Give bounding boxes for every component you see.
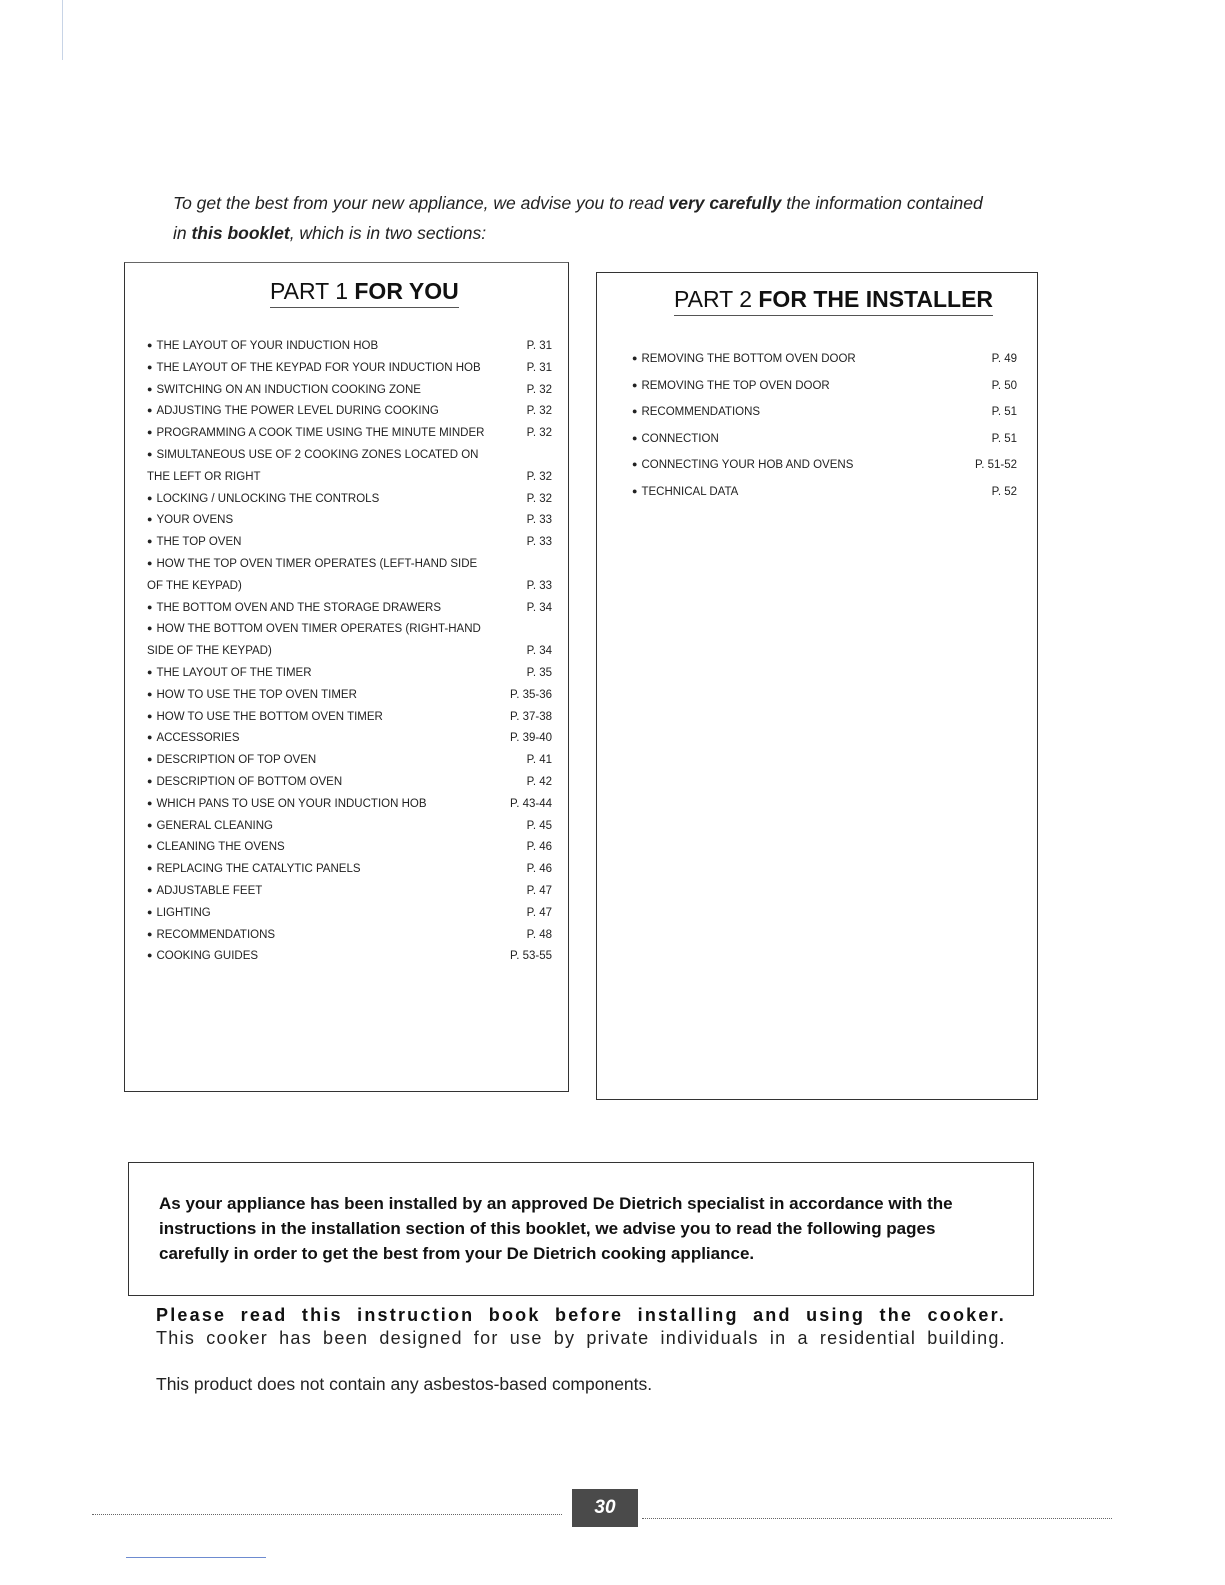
installation-notice: As your appliance has been installed by an approved De Dietrich specialist in accordance with the instructions in the installation section of this booklet, we advise you to read the following pages carefully in order to get the best from your De Dietrich cooking appliance.	[128, 1162, 1034, 1296]
toc-item	[147, 619, 552, 663]
toc-item-label: ● ADJUSTING THE POWER LEVEL DURING COOKING	[147, 401, 497, 423]
page-number: 30	[572, 1489, 638, 1527]
toc-item-page: P. 33	[526, 536, 552, 549]
toc-item	[147, 489, 552, 511]
toc-item-label: ● SWITCHING ON AN INDUCTION COOKING ZONE	[147, 380, 479, 402]
toc-item	[632, 346, 1017, 373]
toc-item	[632, 452, 1017, 479]
asbestos-text: This product does not contain any asbestos-based components.	[156, 1374, 653, 1394]
toc-item-page: P. 52	[991, 485, 1017, 498]
toc-item	[632, 479, 1017, 506]
toc-item-label: ● REMOVING THE BOTTOM OVEN DOOR	[632, 346, 914, 373]
toc-item-page: P. 46	[526, 841, 552, 854]
toc-item	[147, 554, 552, 598]
part1-title-bold: FOR YOU	[354, 278, 459, 304]
toc-item	[147, 358, 552, 380]
toc-item	[147, 423, 552, 445]
toc-item-label: ● LOCKING / UNLOCKING THE CONTROLS	[147, 489, 437, 511]
toc-item-label: ● HOW THE BOTTOM OVEN TIMER OPERATES (RIGHT-HAND SIDE OF THE KEYPAD)	[147, 619, 552, 663]
toc-item	[147, 728, 552, 750]
toc-item	[147, 532, 552, 554]
toc-item	[147, 816, 552, 838]
toc-item-page: P. 47	[526, 906, 552, 919]
toc-item-page: P. 51	[991, 406, 1017, 418]
part1-box	[124, 262, 569, 1092]
toc-item-page: P. 32	[526, 492, 552, 505]
toc-item-label: ● CONNECTING YOUR HOB AND OVENS	[632, 452, 911, 479]
toc-item	[147, 445, 552, 489]
toc-item	[147, 510, 552, 532]
toc-item-page: P. 37-38	[510, 710, 552, 723]
toc-item-page: P. 51	[991, 432, 1017, 445]
toc-item-label: ● LIGHTING	[147, 903, 269, 925]
toc-item-page: P. 31	[526, 340, 552, 352]
toc-item-label: ● TECHNICAL DATA	[632, 479, 796, 506]
toc-item-label: ● SIMULTANEOUS USE OF 2 COOKING ZONES LOCATED ON THE LEFT OR RIGHT	[147, 445, 552, 489]
toc-item-label: ● PROGRAMMING A COOK TIME USING THE MINUTE MINDER	[147, 423, 542, 445]
toc-item	[147, 925, 552, 947]
toc-item-label: ● HOW THE TOP OVEN TIMER OPERATES (LEFT-HAND SIDE OF THE KEYPAD)	[147, 554, 552, 598]
toc-item-label: ● THE TOP OVEN	[147, 532, 299, 554]
toc-item	[147, 401, 552, 423]
part1-title	[270, 278, 459, 308]
toc-item-page: P. 43-44	[510, 797, 552, 810]
toc-item	[147, 881, 552, 903]
toc-item	[147, 946, 552, 968]
toc-item	[147, 859, 552, 881]
toc-item	[147, 707, 552, 729]
toc-item-page: P. 48	[526, 928, 552, 941]
toc-item	[632, 399, 1017, 426]
toc-item-page: P. 45	[526, 819, 552, 832]
toc-item-page: P. 32	[526, 470, 552, 483]
toc-item-page: P. 41	[526, 754, 552, 767]
part1-toc-list	[147, 336, 552, 968]
toc-item-label: ● DESCRIPTION OF TOP OVEN	[147, 750, 374, 772]
scan-margin-line	[62, 0, 63, 60]
toc-item	[147, 772, 552, 794]
part2-title-prefix: PART 2	[674, 286, 759, 312]
toc-item-page: P. 50	[991, 379, 1017, 392]
intro-emphasis-1: very carefully	[668, 192, 782, 213]
read-instructions-text: Please read this instruction book before installing and using the cooker.	[156, 1305, 1006, 1325]
toc-item	[147, 750, 552, 772]
toc-item-label: ● ACCESSORIES	[147, 728, 298, 750]
toc-item-page: P. 34	[526, 601, 552, 614]
toc-item-label: ● REMOVING THE TOP OVEN DOOR	[632, 373, 888, 400]
toc-item-page: P. 33	[526, 514, 552, 527]
toc-item	[147, 794, 552, 816]
part1-title-prefix: PART 1	[270, 278, 355, 304]
toc-item	[147, 685, 552, 707]
intro-emphasis-2: this booklet	[191, 222, 290, 243]
part2-toc-list	[632, 346, 1017, 505]
toc-item-label: ● WHICH PANS TO USE ON YOUR INDUCTION HOB	[147, 794, 485, 816]
toc-item-page: P. 31	[526, 361, 552, 374]
toc-item-label: ● THE LAYOUT OF YOUR INDUCTION HOB	[147, 336, 436, 358]
toc-item-page: P. 35-36	[510, 688, 552, 701]
toc-item-label: ● YOUR OVENS	[147, 510, 291, 532]
part2-box	[596, 272, 1038, 1100]
intro-paragraph	[173, 188, 993, 248]
toc-item-page: P. 35	[526, 666, 552, 679]
toc-item-page: P. 49	[991, 353, 1017, 365]
intro-text-1: To get the best from your new appliance, we advise you to read	[173, 192, 669, 213]
toc-item-page: P. 33	[526, 579, 552, 592]
scan-margin-line	[126, 1557, 266, 1558]
toc-item	[632, 373, 1017, 400]
toc-item-page: P. 53-55	[510, 950, 552, 963]
footer-dotted-rule-right	[642, 1518, 1112, 1519]
toc-item-label: ● CONNECTION	[632, 426, 777, 453]
toc-item-page: P. 51-52	[975, 459, 1017, 471]
toc-item-page: P. 46	[526, 863, 552, 876]
toc-item-label: ● HOW TO USE THE BOTTOM OVEN TIMER	[147, 707, 441, 729]
toc-item-label: ● THE LAYOUT OF THE TIMER	[147, 663, 370, 685]
toc-item-label: ● RECOMMENDATIONS	[632, 399, 818, 426]
toc-item-label: ● THE BOTTOM OVEN AND THE STORAGE DRAWERS	[147, 598, 499, 620]
toc-item-page: P. 34	[526, 645, 552, 658]
toc-item-page: P. 42	[526, 775, 552, 788]
toc-item-label: ● DESCRIPTION OF BOTTOM OVEN	[147, 772, 400, 794]
toc-item-label: ● CLEANING THE OVENS	[147, 837, 343, 859]
toc-item-label: ● RECOMMENDATIONS	[147, 925, 333, 947]
intro-text-2: the information contained in	[173, 192, 983, 243]
toc-item-label: ● HOW TO USE THE TOP OVEN TIMER	[147, 685, 415, 707]
toc-item-page: P. 39-40	[510, 732, 552, 745]
toc-item-page: P. 32	[526, 383, 552, 396]
part2-title-bold: FOR THE INSTALLER	[758, 286, 994, 312]
toc-item-page: P. 47	[526, 884, 552, 897]
footer-dotted-rule-left	[92, 1514, 562, 1515]
toc-item-label: ● COOKING GUIDES	[147, 946, 316, 968]
toc-item-label: ● REPLACING THE CATALYTIC PANELS	[147, 859, 419, 881]
toc-item-page: P. 32	[526, 427, 552, 440]
toc-item-label: ● GENERAL CLEANING	[147, 816, 331, 838]
toc-item-page: P. 32	[526, 405, 552, 418]
toc-item-label: ● THE LAYOUT OF THE KEYPAD FOR YOUR INDUCTION HOB	[147, 358, 539, 380]
toc-item-label: ● ADJUSTABLE FEET	[147, 881, 320, 903]
intro-text-3: , which is in two sections:	[289, 222, 487, 243]
toc-item	[147, 336, 552, 358]
toc-item	[632, 426, 1017, 453]
toc-item	[147, 903, 552, 925]
toc-item	[147, 663, 552, 685]
toc-item	[147, 598, 552, 620]
part2-title	[674, 286, 993, 316]
toc-item	[147, 380, 552, 402]
toc-item	[147, 837, 552, 859]
residential-use-text: This cooker has been designed for use by private individuals in a residential building.	[156, 1328, 1006, 1348]
